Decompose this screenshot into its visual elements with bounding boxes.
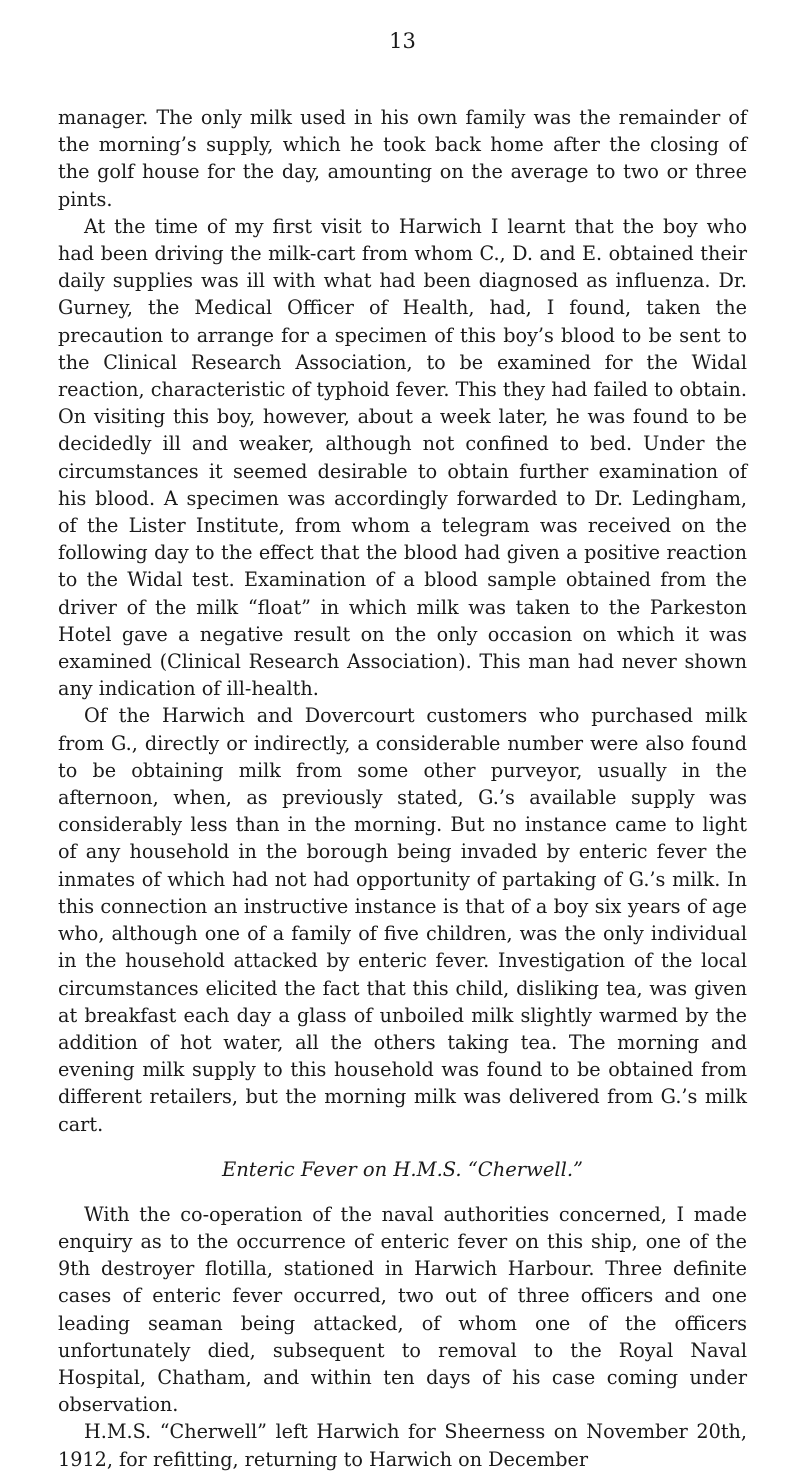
paragraph-customers: Of the Harwich and Dovercourt customers who purchased milk from G., directly or indirectly, a considerable number were also found to be obtaining milk from some other purveyor, usually in the afternoon, when, as previously stated, G.’s available supply was considerably less than in the morning. But no instance came to light of any household in the borough being invaded by enteric fever the inmates of which had not had opportunity of partaking of G.’s milk. In this connection an instructive instance is that of a boy six years of age who, although one of a family of five children, was the only individual in the household attacked by enteric fever. Investigation of the local circumstances elicited the fact that this child, disliking tea, was given at breakfast each day a glass of unboiled milk slightly warmed by the addition of hot water, all the others taking tea. The morning and evening milk supply to this household was found to be obtained from different retailers, but the morning milk was delivered from G.’s milk cart. xyxy=(58,704,747,1136)
body-text xyxy=(58,104,747,1473)
paragraph-milk-cart-driver: At the time of my first visit to Harwich I learnt that the boy who had been driving the milk-cart from whom C., D. and E. obtained their daily supplies was ill with what had been diagnosed as influenza. Dr. Gurney, the Medical Officer of Health, had, I found, taken the precaution to arrange for a specimen of this boy’s blood to be sent to the Clinical Research Association, to be examined for the Widal reaction, characteristic of typhoid fever. This they had failed to obtain. On visiting this boy, however, about a week later, he was found to be decidedly ill and weaker, although not confined to bed. Under the circumstances it seemed desirable to obtain further examination of his blood. A specimen was accordingly forwarded to Dr. Ledingham, of the Lister Institute, from whom a telegram was received on the following day to the effect that the blood had given a positive reaction to the Widal test. Examination of a blood sample obtained from the driver of the milk “float” in which milk was taken to the Parkeston Hotel gave a negative result on the only occasion on which it was examined (Clinical Research Association). This man had never shown any indication of ill-health. xyxy=(58,214,747,701)
section-heading: Enteric Fever on H.M.S. “Cherwell.” xyxy=(221,1157,584,1181)
page-number: 13 xyxy=(389,29,416,53)
paragraph-naval-enquiry: With the co-operation of the naval authorities concerned, I made enquiry as to the occurrence of enteric fever on this ship, one of the 9th destroyer flotilla, stationed in Harwich Harbour. Three definite cases of enteric fever occurred, two out of three officers and one leading seaman being attacked, of whom one of the officers unfortunately died, subsequent to removal to the Royal Naval Hospital, Chatham, and within ten days of his case coming under observation. xyxy=(58,1202,747,1417)
paragraph-cherwell-refit: H.M.S. “Cherwell” left Harwich for Sheerness on November 20th, 1912, for refitting, returning to Harwich on December xyxy=(58,1420,747,1471)
paragraph-continued: manager. The only milk used in his own family was the remainder of the morning’s supply, which he took back home after the closing of the golf house for the day, amounting on the average to two or three pints. xyxy=(58,106,747,211)
